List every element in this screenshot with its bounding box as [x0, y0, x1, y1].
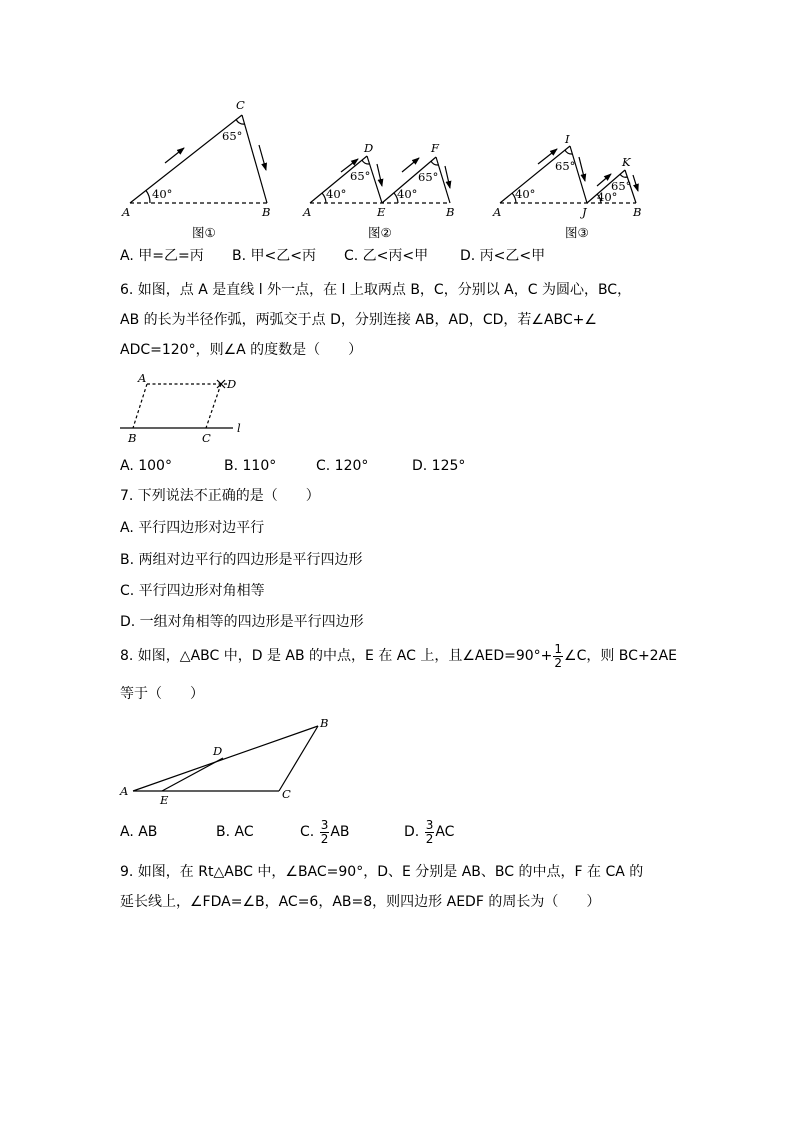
fig3-angle-i: 65° — [555, 159, 576, 173]
fig3-label-j: J — [582, 205, 587, 219]
q6-stem-line-2: AB 的长为半径作弧，两弧交于点 D，分别连接 AB，AD，CD，若∠ABC+∠ — [120, 312, 597, 328]
q7-option-a[interactable]: A. 平行四边形对边平行 — [120, 520, 265, 536]
q6-stem-line-1: 6. 如图，点 A 是直线 l 外一点，在 l 上取两点 B，C，分别以 A，C 为圆心，BC， — [120, 282, 632, 298]
q8-frac-num: 1 — [554, 641, 563, 656]
fig3-angle-j: 40° — [597, 190, 618, 204]
fig1-angle-a: 40° — [152, 187, 173, 201]
q8-label-c: C — [282, 787, 291, 801]
q6-label-d: D — [227, 377, 237, 391]
q8-option-d-num: 3 — [425, 817, 434, 832]
fig1-angle-c: 65° — [222, 129, 243, 143]
q6-label-b: B — [128, 431, 137, 445]
q7-option-d[interactable]: D. 一组对角相等的四边形是平行四边形 — [120, 614, 364, 630]
q8-option-a[interactable]: A. AB — [120, 824, 158, 840]
q5-options — [120, 246, 545, 266]
q8-option-d-prefix: D. — [404, 824, 420, 840]
q8-option-c-suffix: AB — [330, 824, 350, 840]
fig2-label-b: B — [446, 205, 455, 219]
q6-option-c[interactable]: C. 120° — [316, 458, 369, 474]
q7-option-b[interactable]: B. 两组对边平行的四边形是平行四边形 — [120, 552, 363, 568]
q6-label-c: C — [202, 431, 211, 445]
q6-label-l: l — [237, 421, 241, 435]
fig2-angle-f: 65° — [418, 170, 439, 184]
q8-option-c-num: 3 — [320, 817, 329, 832]
fig1-label-c: C — [236, 98, 245, 112]
q8-option-d[interactable] — [404, 816, 454, 848]
q5-figures — [0, 0, 794, 250]
q6-options — [120, 456, 465, 476]
q8-fraction — [553, 643, 563, 670]
fig2-label-d: D — [364, 141, 374, 155]
q5-option-a[interactable]: A. 甲=乙=丙 — [120, 248, 204, 264]
q8-option-c[interactable] — [300, 816, 404, 848]
q8-option-c-den: 2 — [320, 831, 329, 846]
q8-stem-part-b: ∠C，则 BC+2AE — [564, 648, 678, 664]
fig3-angle-a: 40° — [515, 187, 536, 201]
q9-stem-line-1: 9. 如图，在 Rt△ABC 中，∠BAC=90°，D、E 分别是 AB、BC 的中点，F 在 CA 的 — [120, 864, 644, 880]
fig2-caption: 图② — [368, 225, 392, 240]
q7-stem: 7. 下列说法不正确的是（ ） — [120, 488, 320, 504]
fig2-label-f: F — [431, 141, 439, 155]
fig1-caption: 图① — [192, 225, 216, 240]
q6-option-a[interactable]: A. 100° — [120, 458, 172, 474]
fig2-angle-a: 40° — [326, 187, 347, 201]
q8-label-d: D — [213, 744, 223, 758]
fig1-label-a: A — [122, 205, 131, 219]
fig2-angle-e: 40° — [397, 187, 418, 201]
fig3-label-k: K — [622, 155, 631, 169]
fig2-angle-d: 65° — [350, 169, 371, 183]
q5-option-b[interactable]: B. 甲<乙<丙 — [232, 248, 316, 264]
q8-option-c-prefix: C. — [300, 824, 315, 840]
q8-option-d-fraction — [425, 819, 435, 846]
fig3-angle-k: 65° — [611, 179, 632, 193]
q6-stem-line-3: ADC=120°，则∠A 的度数是（ ） — [120, 342, 363, 358]
figure-1 — [130, 115, 267, 203]
q6-label-a: A — [138, 371, 147, 385]
q5-option-d[interactable]: D. 丙<乙<甲 — [460, 248, 546, 264]
q8-option-d-suffix: AC — [435, 824, 455, 840]
q8-stem-line-1 — [120, 640, 677, 672]
q8-label-e: E — [160, 793, 169, 807]
fig3-label-b: B — [633, 205, 642, 219]
fig1-label-b: B — [262, 205, 271, 219]
q7-option-c[interactable]: C. 平行四边形对角相等 — [120, 583, 265, 599]
q8-label-a: A — [120, 784, 129, 798]
fig2-label-e: E — [377, 205, 386, 219]
q9-stem-line-2: 延长线上，∠FDA=∠B，AC=6，AB=8，则四边形 AEDF 的周长为（ ） — [120, 894, 601, 910]
q8-option-d-den: 2 — [425, 831, 434, 846]
q8-option-b[interactable]: B. AC — [216, 824, 254, 840]
q8-label-b: B — [320, 716, 329, 730]
q8-stem-line-2: 等于（ ） — [120, 686, 204, 702]
q6-option-b[interactable]: B. 110° — [224, 458, 277, 474]
q5-option-c[interactable]: C. 乙<丙<甲 — [344, 248, 429, 264]
q8-stem-part-a: 8. 如图，△ABC 中，D 是 AB 的中点，E 在 AC 上，且∠AED=90°+ — [120, 648, 553, 664]
q8-option-c-fraction — [320, 819, 330, 846]
q8-options — [120, 816, 454, 848]
q8-frac-den: 2 — [554, 655, 563, 670]
fig3-label-a: A — [493, 205, 502, 219]
fig3-caption: 图③ — [565, 225, 589, 240]
fig2-label-a: A — [303, 205, 312, 219]
fig3-label-i: I — [565, 132, 570, 146]
q6-option-d[interactable]: D. 125° — [412, 458, 466, 474]
